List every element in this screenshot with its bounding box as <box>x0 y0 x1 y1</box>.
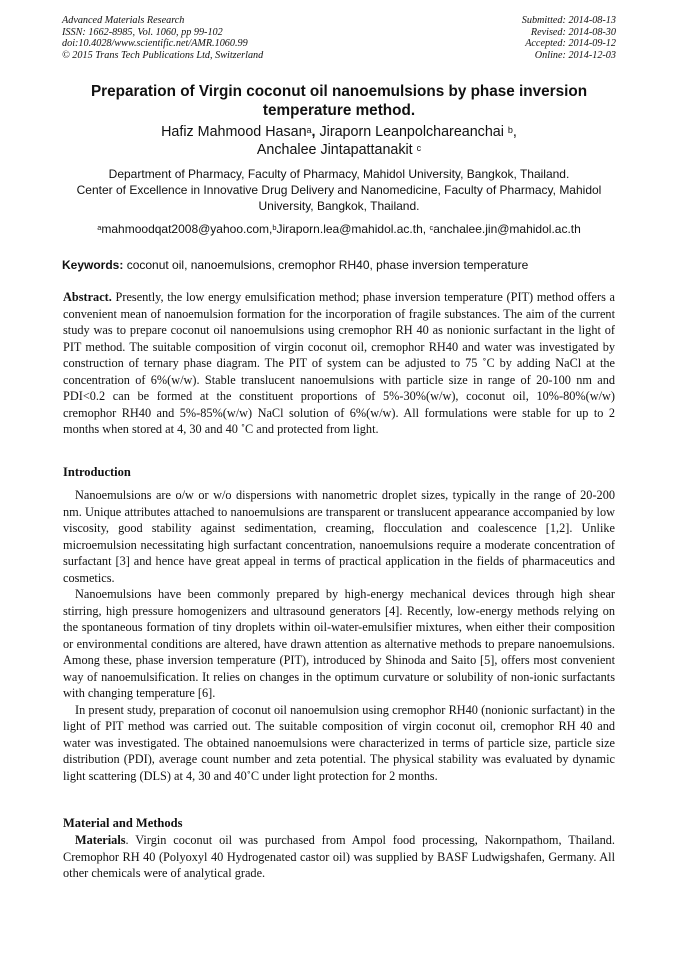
journal-doi: doi:10.4028/www.scientific.net/AMR.1060.99 <box>62 38 248 50</box>
affiliation: Department of Pharmacy, Faculty of Pharmacy, Mahidol University, Bangkok, Thailand. <box>108 167 570 181</box>
submission-dates <box>522 15 616 61</box>
revised-date: Revised: 2014-08-30 <box>530 26 616 38</box>
materials-text: . Virgin coconut oil was purchased from Ampol food processing, Nakornpathom, Thailand. Cremophor RH 40 (Polyoxyl 40 Hydrogenated castor oil) was supplied by BASF Ludwigshafen, Germany. All other chemicals were of analytical grade. <box>63 833 615 880</box>
journal-issn: ISSN: 1662-8985, Vol. 1060, pp 99-102 <box>62 26 223 38</box>
author-affil-mark: b <box>507 125 513 135</box>
journal-info <box>62 15 263 61</box>
author-affil-mark: a <box>306 125 312 135</box>
accepted-date: Accepted: 2014-09-12 <box>525 38 616 50</box>
author-separator: , <box>311 124 320 140</box>
author-separator: , <box>512 124 517 140</box>
journal-name: Advanced Materials Research <box>62 15 185 26</box>
paragraph: In present study, preparation of coconut oil nanoemulsion using cremophor RH40 (nonionic surfactant) in the light of PIT method was carried out. The suitable composition of virgin coconut oil, cremophor RH 40 and water was investigated. The obtained nanoemulsions were characterized in terms of particle size, particle size distribution (PDI), average count number and zeta potential. The physical stability was evaluated by dynamic light scattering (DLS) at 4, 30 and 40˚C under light protection for 2 months. <box>63 702 615 783</box>
email-mark: b <box>272 223 277 232</box>
email-link[interactable]: mahmoodqat2008@yahoo.com, <box>101 222 273 236</box>
paragraph: Nanoemulsions have been commonly prepared by high-energy mechanical devices through high shear stirring, high pressure homogenizers and ultrasound generators [4]. Recently, low-energy methods relying on the spontaneous formation of tiny droplets within oil-water-emulsifier mixtures, when either their composition or environmental conditions are altered, have drawn attention as alternative methods to prepare nanoemulsions. Among these, phase inversion temperature (PIT), introduced by Shinoda and Saito [5], offers most convenient way of nanoemulsification. It relies on changes in the optimum curvature or solubility of non-ionic surfactants with changing temperature [6]. <box>63 587 615 700</box>
email-link[interactable]: Jiraporn.lea@mahidol.ac.th, <box>276 222 430 236</box>
author-emails <box>56 221 622 237</box>
online-date: Online: 2014-12-03 <box>534 49 616 61</box>
title-line-2: temperature method. <box>262 102 416 119</box>
keywords-text: coconut oil, nanoemulsions, cremophor RH40, phase inversion temperature <box>123 258 529 272</box>
author-name: Hafiz Mahmood Hasan <box>161 124 307 140</box>
introduction-body <box>63 487 615 784</box>
methods-heading: Material and Methods <box>63 816 183 830</box>
paper-title <box>62 82 616 120</box>
submitted-date: Submitted: 2014-08-13 <box>521 15 616 26</box>
author-affil-mark: c <box>416 142 422 153</box>
title-line-1: Preparation of Virgin coconut oil nanoemulsions by phase inversion <box>90 83 588 100</box>
paragraph: Nanoemulsions are o/w or w/o dispersions with nanometric droplet sizes, typically in the range of 20-200 nm. Unique attributes attached to nanoemulsions are transparent or translucent appearance accompanied by low viscosity, good stability against sedimentation, creaming, flocculation and coalescence [1,2]. Unlike microemulsion necessitating high surfactant concentration, nanoemulsions require a moderate concentration of surfactant [3] and hence have great appeal in terms of practical application in the fields of pharmaceutics and cosmetics. <box>63 488 615 585</box>
materials-label: Materials <box>75 833 126 847</box>
email-link[interactable]: anchalee.jin@mahidol.ac.th <box>433 222 581 236</box>
affiliation: Center of Excellence in Innovative Drug Delivery and Nanomedicine, Faculty of Pharmacy, Mahidol University, Bangkok, Thailand. <box>76 183 602 213</box>
journal-copyright: © 2015 Trans Tech Publications Ltd, Switzerland <box>62 49 264 61</box>
abstract <box>63 289 615 438</box>
keywords <box>62 257 528 273</box>
affiliations <box>56 166 622 214</box>
author-list <box>62 124 616 159</box>
keywords-label: Keywords: <box>62 258 124 272</box>
author-name: Anchalee Jintapattanakit <box>256 141 417 158</box>
abstract-text: Presently, the low energy emulsification method; phase inversion temperature (PIT) method offers a convenient mean of nanoemulsion formation for the incorporation of fragile substances. The aim of the current study was to prepare coconut oil nanoemulsions using cremophor RH 40 as nonionic surfactant in the light of PIT method. The suitable composition of virgin coconut oil, cremophor RH40 and water was investigated by construction of ternary phase diagram. The PIT of system can be adjusted to 75 ˚C by adding NaCl at the concentration of 6%(w/w). Stable translucent nanoemulsions with particle size in range of 20-100 nm and PDI<0.2 can be formed at the constituent proportions of 5%-30%(w/w), coconut oil, 10%-80%(w/w) cremophor RH40 and 5%-85%(w/w) NaCl solution of 6%(w/w). All formulations were stable for up to 2 months when stored at 4, 30 and 40 ˚C and protected from light. <box>63 290 615 436</box>
methods-body <box>63 832 615 882</box>
abstract-label: Abstract. <box>63 290 112 304</box>
email-mark: a <box>97 223 102 232</box>
introduction-heading: Introduction <box>63 465 131 479</box>
email-mark: c <box>429 223 434 232</box>
paragraph <box>63 832 615 882</box>
author-name: Jiraporn Leanpolchareanchai <box>319 124 508 140</box>
